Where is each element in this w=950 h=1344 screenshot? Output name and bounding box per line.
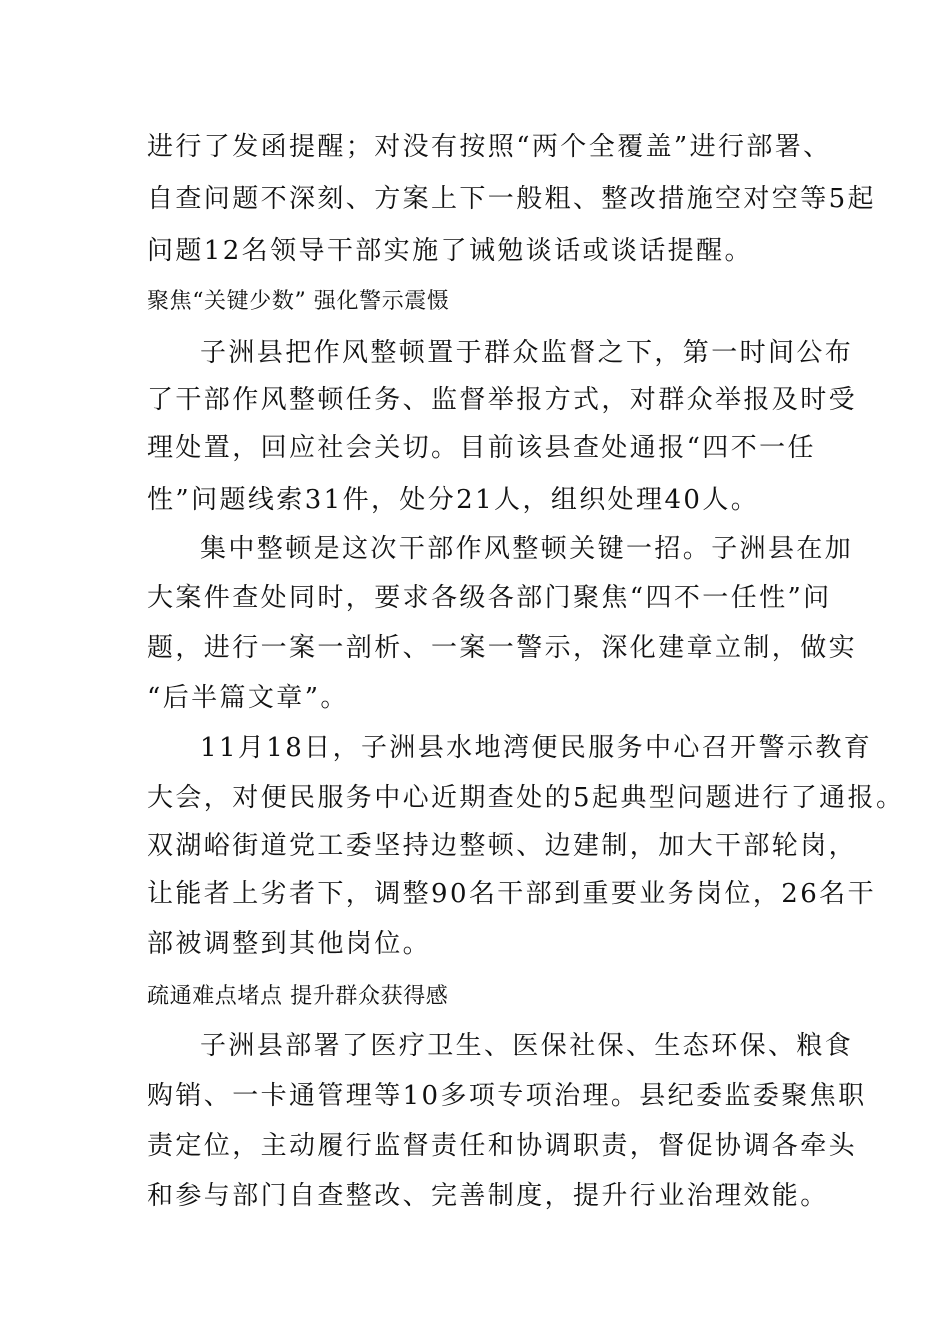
paragraph-line: 部被调整到其他岗位。	[147, 929, 432, 959]
paragraph-line: 双湖峪街道党工委坚持边整顿、边建制，加大干部轮岗，	[147, 831, 858, 861]
paragraph-line: “后半篇文章”。	[147, 683, 349, 713]
paragraph-line: 性”问题线索31件，处分21人，组织处理40人。	[147, 485, 760, 515]
paragraph-line: 子洲县把作风整顿置于群众监督之下，第一时间公布	[200, 338, 854, 368]
paragraph-line: 进行了发函提醒；对没有按照“两个全覆盖”进行部署、	[147, 132, 832, 162]
paragraph-line: 题，进行一案一剖析、一案一警示，深化建章立制，做实	[147, 633, 858, 663]
paragraph-line: 了干部作风整顿任务、监督举报方式，对群众举报及时受	[147, 385, 858, 415]
paragraph-line: 理处置，回应社会关切。目前该县查处通报“四不一任	[147, 433, 816, 463]
paragraph-line: 让能者上劣者下，调整90名干部到重要业务岗位，26名干	[147, 879, 876, 909]
section-heading-2: 疏通难点堵点 提升群众获得感	[147, 984, 449, 1009]
section-heading-1: 聚焦“关键少数” 强化警示震慑	[147, 289, 450, 314]
paragraph-line: 子洲县部署了医疗卫生、医保社保、生态环保、粮食	[200, 1031, 854, 1061]
paragraph-line: 11月18日，子洲县水地湾便民服务中心召开警示教育	[200, 733, 873, 763]
paragraph-line: 大案件查处同时，要求各级各部门聚焦“四不一任性”问	[147, 583, 832, 613]
paragraph-line: 大会，对便民服务中心近期查处的5起典型问题进行了通报。	[147, 783, 905, 813]
paragraph-line: 问题12名领导干部实施了诫勉谈话或谈话提醒。	[147, 236, 753, 266]
paragraph-line: 购销、一卡通管理等10多项专项治理。县纪委监委聚焦职	[147, 1081, 867, 1111]
paragraph-line: 自查问题不深刻、方案上下一般粗、整改措施空对空等5起	[147, 184, 876, 214]
paragraph-line: 和参与部门自查整改、完善制度，提升行业治理效能。	[147, 1181, 829, 1211]
paragraph-line: 责定位，主动履行监督责任和协调职责，督促协调各牵头	[147, 1131, 858, 1161]
paragraph-line: 集中整顿是这次干部作风整顿关键一招。子洲县在加	[200, 534, 854, 564]
